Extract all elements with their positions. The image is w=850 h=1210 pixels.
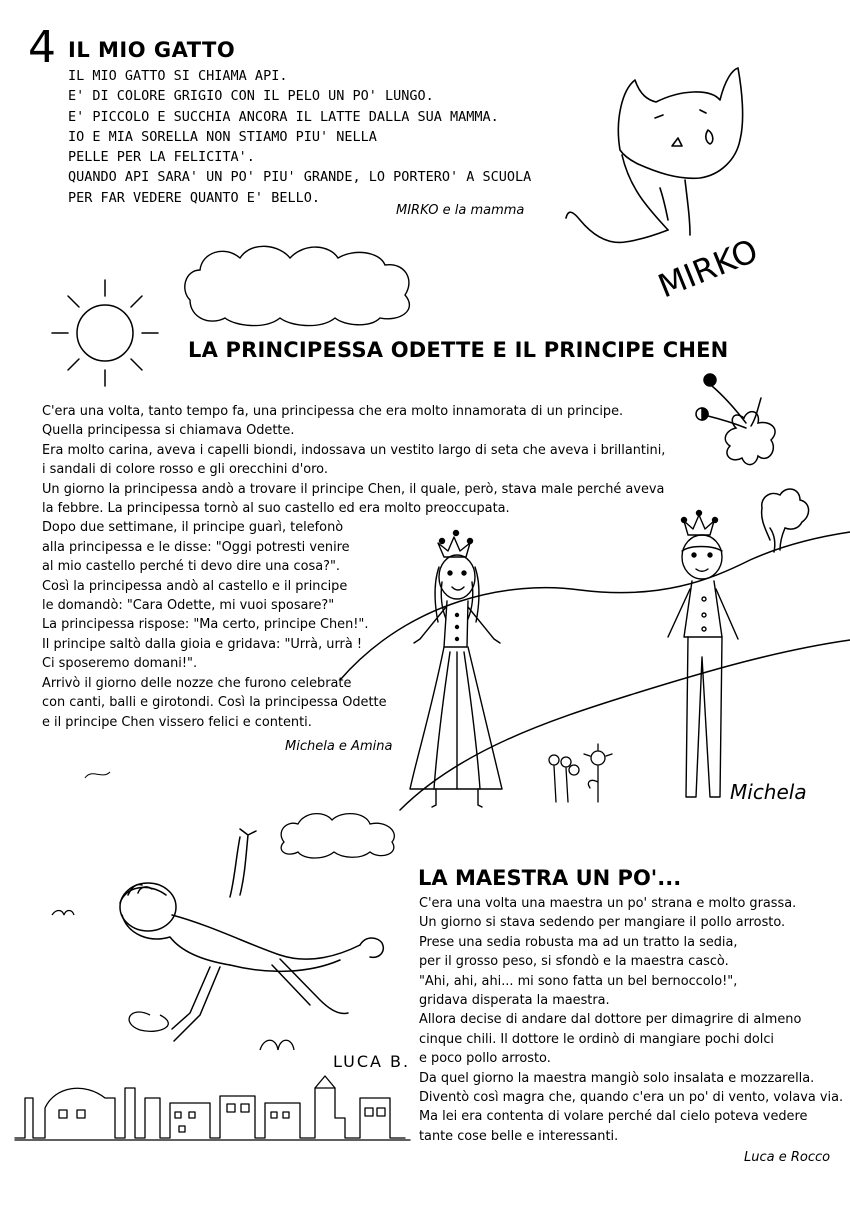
princess-drawing — [402, 527, 512, 812]
story3-drawing-label: LUCA B. — [333, 1052, 411, 1071]
story3-line: Da quel giorno la maestra mangiò solo insalata e mozzarella. — [419, 1070, 815, 1086]
story3-line: tante cose belle e interessanti. — [419, 1128, 619, 1144]
story3-line: Prese una sedia robusta ma ad un tratto la sedia, — [419, 934, 738, 950]
story3-line: gridava disperata la maestra. — [419, 993, 610, 1009]
cat-drawing-label: MIRKO — [652, 231, 764, 306]
story2-line: Il principe saltò dalla gioia e gridava: "Urrà, urrà ! — [42, 636, 362, 652]
story3-line: Diventò così magra che, quando c'era un po' di vento, volava via. — [419, 1090, 844, 1106]
story1-line: E' PICCOLO E SUCCHIA ANCORA IL LATTE DALLA SUA MAMMA. — [68, 108, 499, 125]
flowers-drawing — [540, 742, 620, 806]
story2-line: le domandò: "Cara Odette, mi vuoi sposare?" — [42, 598, 335, 614]
story1-line: IL MIO GATTO SI CHIAMA API. — [68, 68, 288, 84]
story2-line: Quella principessa si chiamava Odette. — [42, 423, 295, 439]
page-number: 4 — [28, 22, 56, 73]
village-drawing — [15, 1068, 415, 1148]
story2-line: Arrivò il giorno delle nozze che furono celebrate — [42, 675, 352, 691]
story2-line: Così la principessa andò al castello e il principe — [42, 578, 348, 594]
prince-drawing — [666, 507, 756, 812]
story1-line: PER FAR VEDERE QUANTO E' BELLO. — [68, 189, 320, 206]
story2-line: e il principe Chen vissero felici e contenti. — [42, 714, 312, 730]
sun-drawing — [50, 278, 160, 388]
cloud-drawing — [180, 240, 420, 325]
story3-title: LA MAESTRA UN PO'... — [418, 866, 682, 890]
story3-line: per il grosso peso, si sfondò e la maestra cascò. — [419, 954, 729, 970]
story3-signature: Luca e Rocco — [744, 1150, 831, 1165]
story2-signature: Michela e Amina — [285, 739, 393, 754]
story3-line: cinque chili. Il dottore le ordinò di mangiare pochi dolci — [419, 1031, 775, 1047]
story2-line: La principessa rispose: "Ma certo, principe Chen!". — [42, 617, 369, 633]
story3-text — [419, 894, 843, 1146]
story2-line: alla principessa e le disse: "Oggi potresti venire — [42, 539, 350, 555]
story1-line: E' DI COLORE GRIGIO CON IL PELO UN PO' LUNGO. — [68, 88, 434, 105]
story2-line: i sandali di colore rosso e gli orecchini d'oro. — [42, 462, 328, 478]
story2-line: C'era una volta, tanto tempo fa, una principessa che era molto innamorata di un principe. — [42, 404, 624, 419]
story2-line: al mio castello perché ti devo dire una cosa?". — [42, 559, 341, 575]
story2-line: Era molto carina, aveva i capelli biondi, indossava un vestito largo di seta che aveva i brillantini, — [42, 442, 666, 458]
story1-text — [68, 66, 531, 208]
story3-line: "Ahi, ahi, ahi... mi sono fatta un bel bernoccolo!", — [419, 973, 738, 989]
scribble-drawing — [80, 760, 140, 786]
story1-line: PELLE PER LA FELICITA'. — [68, 149, 255, 166]
story2-line: Ci sposeremo domani!". — [42, 656, 198, 672]
story2-title: LA PRINCIPESSA ODETTE E IL PRINCIPE CHEN — [188, 338, 729, 362]
story1-line: QUANDO API SARA' UN PO' PIU' GRANDE, LO PORTERO' A SCUOLA — [68, 169, 532, 186]
story2-drawing-label: Michela — [730, 780, 807, 804]
story3-line: Ma lei era contenta di volare perché dal cielo poteva vedere — [419, 1109, 808, 1125]
story3-line: Allora decise di andare dal dottore per dimagrire di almeno — [419, 1012, 802, 1028]
flower-doodle-drawing — [686, 368, 786, 478]
teacher-drawing — [40, 825, 400, 1055]
story2-line: Un giorno la principessa andò a trovare il principe Chen, il quale, però, stava male perché aveva — [42, 481, 665, 497]
story1-title: IL MIO GATTO — [68, 38, 236, 62]
story3-line: C'era una volta una maestra un po' strana e molto grassa. — [419, 896, 797, 911]
story1-signature: MIRKO e la mamma — [396, 203, 525, 218]
story2-line: la febbre. La principessa tornò al suo castello ed era molto preoccupata. — [42, 501, 510, 517]
story1-line: IO E MIA SORELLA NON STIAMO PIU' NELLA — [68, 128, 377, 145]
cat-drawing — [560, 60, 800, 310]
story3-line: e poco pollo arrosto. — [419, 1051, 551, 1067]
story2-line: Dopo due settimane, il principe guarì, telefonò — [42, 520, 344, 536]
story3-line: Un giorno si stava sedendo per mangiare il pollo arrosto. — [419, 915, 786, 931]
story2-line: con canti, balli e girotondi. Così la principessa Odette — [42, 695, 387, 711]
